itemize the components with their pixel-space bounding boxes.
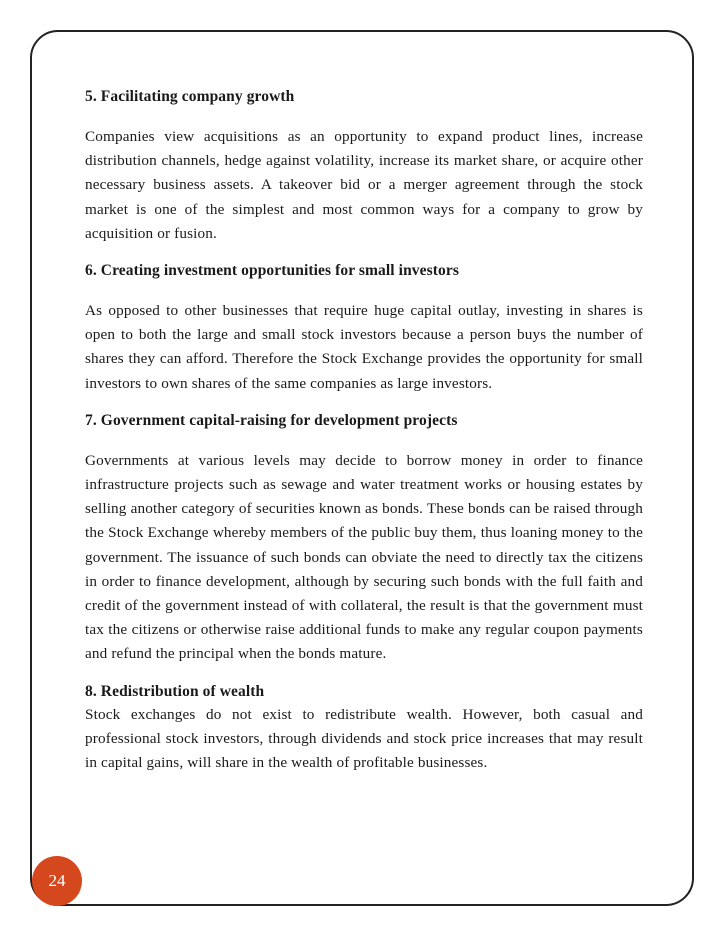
- section-body-7: Governments at various levels may decide to borrow money in order to finance infrastructure projects such as sewage and water treatment works or housing estates by selling another category of securities known as bonds. These bonds can be raised through the Stock Exchange whereby members of the public buy them, thus loaning money to the government. The issuance of such bonds can obviate the need to directly tax the citizens in order to finance development, although by securing such bonds with the full faith and credit of the government instead of with collateral, the result is that the government must tax the citizens or otherwise raise additional funds to make any regular coupon payments and refund the principal when the bonds mature.: [85, 451, 643, 663]
- page-number-badge: 24: [32, 856, 82, 906]
- section-heading-5: 5. Facilitating company growth: [85, 88, 295, 105]
- section-heading-6: 6. Creating investment opportunities for small investors: [85, 262, 459, 280]
- document-body: [85, 86, 643, 775]
- section-body-8: Stock exchanges do not exist to redistribute wealth. However, both casual and professional stock investors, through dividends and stock price increases that may result in capital gains, will share in the wealth of profitable businesses.: [85, 705, 643, 772]
- section-heading-8: 8. Redistribution of wealth: [85, 682, 265, 700]
- section-body-5: Companies view acquisitions as an opportunity to expand product lines, increase distribution channels, hedge against volatility, increase its market share, or acquire other necessary business assets. A takeover bid or a merger agreement through the stock market is one of the simplest and most common ways for a company to grow by acquisition or fusion.: [85, 128, 643, 242]
- section-body-6: As opposed to other businesses that require huge capital outlay, investing in shares is open to both the large and small stock investors because a person buys the number of shares they can afford. Therefore the Stock Exchange provides the opportunity for small investors to own shares of the same companies as large investors.: [85, 302, 643, 392]
- section-heading-7: 7. Government capital-raising for development projects: [85, 411, 458, 429]
